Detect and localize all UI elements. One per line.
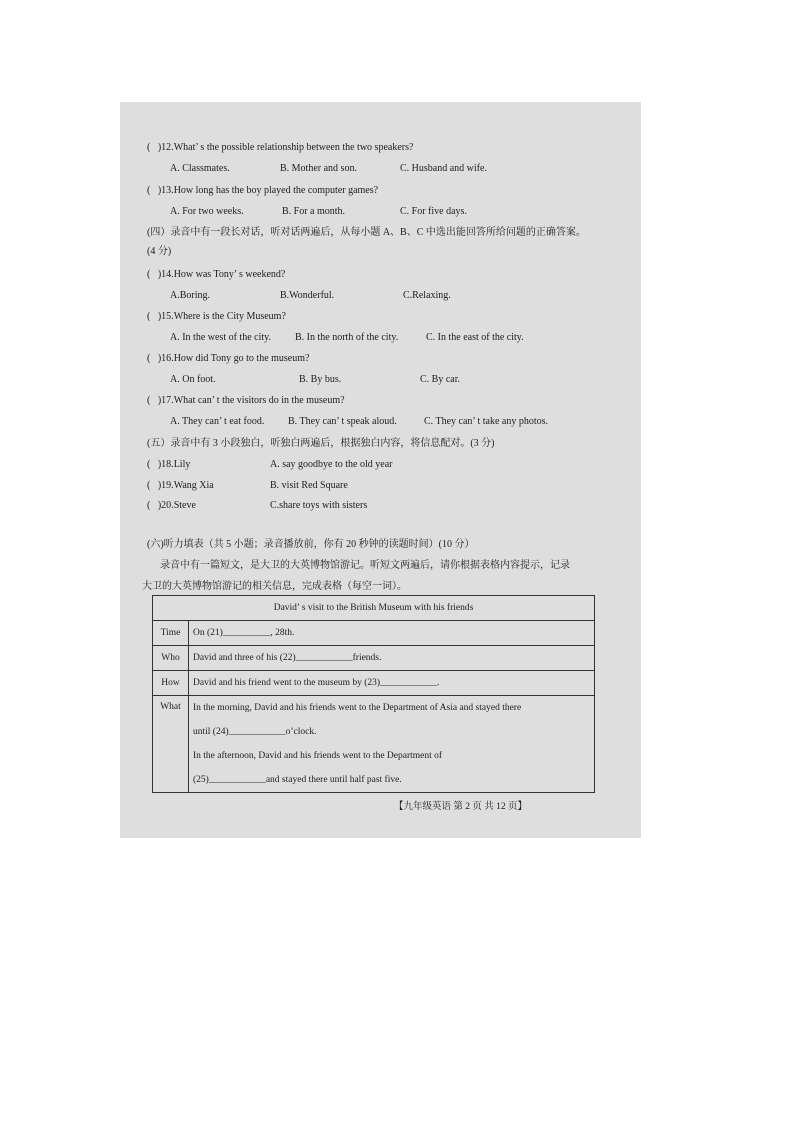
table-row-what [153,696,595,793]
question-13: ( )13.How long has the boy played the computer games? [147,185,379,196]
option-16-b: B. By bus. [299,374,342,385]
row-content-what [189,696,595,793]
row-label-time: Time [153,621,189,646]
table-row-who [153,646,595,671]
option-17-a: A. They can’ t eat food. [170,416,265,427]
table-header-row [153,596,595,621]
option-14-a: A.Boring. [170,290,210,301]
question-15: ( )15.Where is the City Museum? [147,311,286,322]
what-line-1: In the morning, David and his friends went to the Department of Asia and stayed there [193,703,522,713]
question-16: ( )16.How did Tony go to the museum? [147,353,310,364]
question-14: ( )14.How was Tony’ s weekend? [147,269,286,280]
table-row-time [153,621,595,646]
section-4-score: (4 分) [147,246,172,257]
page-footer: 【九年级英语 第 2 页 共 12 页】 [394,802,528,812]
row-content-how: David and his friend went to the museum by (23)____________. [189,671,595,696]
table-row-how [153,671,595,696]
option-17-b: B. They can’ t speak aloud. [288,416,397,427]
what-line-4: (25)____________and stayed there until half past five. [193,775,402,785]
row-content-time: On (21)__________, 28th. [189,621,595,646]
match-option-c: C.share toys with sisters [270,500,368,511]
listening-table [152,595,595,793]
section-6-intro-cont: 大卫的大英博物馆游记的相关信息，完成表格（每空一词）。 [142,581,407,592]
option-12-c: C. Husband and wife. [400,163,487,174]
what-line-2: until (24)____________o’clock. [193,727,317,737]
row-label-how: How [153,671,189,696]
match-option-a: A. say goodbye to the old year [270,459,393,470]
option-12-b: B. Mother and son. [280,163,357,174]
option-13-c: C. For five days. [400,206,467,217]
option-17-c: C. They can’ t take any photos. [424,416,549,427]
section-5-title: (五）录音中有 3 小段独白，听独白两遍后，根据独白内容，将信息配对。(3 分) [147,438,495,449]
match-option-b: B. visit Red Square [270,480,348,491]
option-14-b: B.Wonderful. [280,290,335,301]
what-line-3: In the afternoon, David and his friends went to the Department of [193,751,443,761]
option-12-a: A. Classmates. [170,163,230,174]
option-15-a: A. In the west of the city. [170,332,271,343]
option-16-c: C. By car. [420,374,460,385]
question-12: ( )12.What’ s the possible relationship between the two speakers? [147,142,414,153]
question-17: ( )17.What can’ t the visitors do in the museum? [147,395,345,406]
exam-page [120,102,641,838]
section-4-title: (四）录音中有一段长对话，听对话两遍后，从每小题 A、B、C 中选出能回答所给问题的正确答案。 [147,227,586,238]
row-content-who: David and three of his (22)____________friends. [189,646,595,671]
table-title: David’ s visit to the British Museum with his friends [153,596,595,621]
row-label-what: What [153,696,189,793]
match-18-item: ( )18.Lily [147,459,191,470]
row-label-who: Who [153,646,189,671]
option-14-c: C.Relaxing. [403,290,451,301]
section-6-intro: 录音中有一篇短文，是大卫的大英博物馆游记。听短文两遍后，请你根据表格内容提示，记录 [160,560,570,571]
option-13-a: A. For two weeks. [170,206,244,217]
section-6-title: (六)听力填表（共 5 小题；录音播放前，你有 20 秒钟的读题时间）(10 分） [147,539,475,550]
option-16-a: A. On foot. [170,374,216,385]
option-15-b: B. In the north of the city. [295,332,399,343]
match-20-item: ( )20.Steve [147,500,196,511]
match-19-item: ( )19.Wang Xia [147,480,214,491]
option-15-c: C. In the east of the city. [426,332,524,343]
option-13-b: B. For a month. [282,206,346,217]
